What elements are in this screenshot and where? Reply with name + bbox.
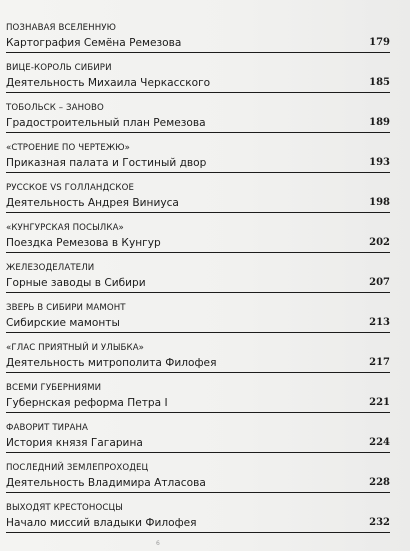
section-title: ФАВОРИТ ТИРАНА bbox=[6, 423, 89, 433]
chapter-title: История князя Гагарина bbox=[6, 437, 143, 449]
page-number: 193 bbox=[369, 157, 390, 168]
section-title: ВСЕМИ ГУБЕРНИЯМИ bbox=[6, 383, 102, 393]
section-title: ПОЗНАВАЯ ВСЕЛЕННУЮ bbox=[6, 23, 117, 33]
page-number: 221 bbox=[369, 397, 390, 408]
table-of-contents bbox=[6, 22, 390, 542]
toc-row bbox=[6, 354, 390, 373]
chapter-title: Начало миссий владыки Филофея bbox=[6, 517, 197, 529]
section-title: ТОБОЛЬСК – ЗАНОВО bbox=[6, 103, 104, 113]
toc-row bbox=[6, 34, 390, 53]
chapter-title: Сибирские мамонты bbox=[6, 317, 120, 329]
section-title: «КУНГУРСКАЯ ПОСЫЛКА» bbox=[6, 223, 124, 233]
page-number: 224 bbox=[369, 437, 390, 448]
toc-row bbox=[6, 234, 390, 253]
toc-entry bbox=[6, 302, 390, 342]
toc-row bbox=[6, 274, 390, 293]
chapter-title: Поездка Ремезова в Кунгур bbox=[6, 237, 161, 249]
toc-row bbox=[6, 194, 390, 213]
chapter-title: Деятельность Михаила Черкасского bbox=[6, 77, 211, 89]
chapter-title: Деятельность митрополита Филофея bbox=[6, 357, 217, 369]
toc-entry bbox=[6, 142, 390, 182]
section-title: ПОСЛЕДНИЙ ЗЕМЛЕПРОХОДЕЦ bbox=[6, 463, 149, 473]
page-number: 228 bbox=[369, 477, 390, 488]
toc-entry bbox=[6, 62, 390, 102]
toc-row bbox=[6, 394, 390, 413]
section-title: ЗВЕРЬ В СИБИРИ МАМОНТ bbox=[6, 303, 126, 313]
toc-row bbox=[6, 474, 390, 493]
page-number: 198 bbox=[369, 197, 390, 208]
section-title: РУССКОЕ VS ГОЛЛАНДСКОЕ bbox=[6, 183, 134, 193]
toc-row bbox=[6, 434, 390, 453]
folio-number: 6 bbox=[156, 540, 160, 547]
chapter-title: Картография Семёна Ремезова bbox=[6, 37, 182, 49]
page-number: 202 bbox=[369, 237, 390, 248]
chapter-title: Градостроительный план Ремезова bbox=[6, 117, 206, 129]
section-title: «ГЛАС ПРИЯТНЫЙ И УЛЫБКА» bbox=[6, 343, 145, 353]
section-title: ЖЕЛЕЗОДЕЛАТЕЛИ bbox=[6, 263, 95, 273]
page-number: 189 bbox=[369, 117, 390, 128]
toc-row bbox=[6, 314, 390, 333]
section-title: ВЫХОДЯТ КРЕСТОНОСЦЫ bbox=[6, 503, 123, 513]
toc-row bbox=[6, 74, 390, 93]
section-title: ВИЦЕ-КОРОЛЬ СИБИРИ bbox=[6, 63, 112, 73]
toc-entry bbox=[6, 502, 390, 542]
page-number: 213 bbox=[369, 317, 390, 328]
chapter-title: Приказная палата и Гостиный двор bbox=[6, 157, 207, 169]
toc-row bbox=[6, 154, 390, 173]
toc-entry bbox=[6, 182, 390, 222]
page-number: 207 bbox=[369, 277, 390, 288]
toc-row bbox=[6, 514, 390, 533]
section-title: «СТРОЕНИЕ ПО ЧЕРТЕЖЮ» bbox=[6, 143, 130, 153]
chapter-title: Горные заводы в Сибири bbox=[6, 277, 146, 289]
toc-entry bbox=[6, 262, 390, 302]
toc-entry bbox=[6, 382, 390, 422]
toc-entry bbox=[6, 222, 390, 262]
chapter-title: Деятельность Андрея Виниуса bbox=[6, 197, 179, 209]
page-number: 185 bbox=[369, 77, 390, 88]
page-number: 217 bbox=[369, 357, 390, 368]
toc-entry bbox=[6, 342, 390, 382]
toc-row bbox=[6, 114, 390, 133]
page-number: 232 bbox=[369, 517, 390, 528]
chapter-title: Губернская реформа Петра I bbox=[6, 397, 168, 409]
toc-entry bbox=[6, 462, 390, 502]
toc-entry bbox=[6, 422, 390, 462]
chapter-title: Деятельность Владимира Атласова bbox=[6, 477, 206, 489]
toc-entry bbox=[6, 22, 390, 62]
toc-entry bbox=[6, 102, 390, 142]
page-number: 179 bbox=[369, 37, 390, 48]
